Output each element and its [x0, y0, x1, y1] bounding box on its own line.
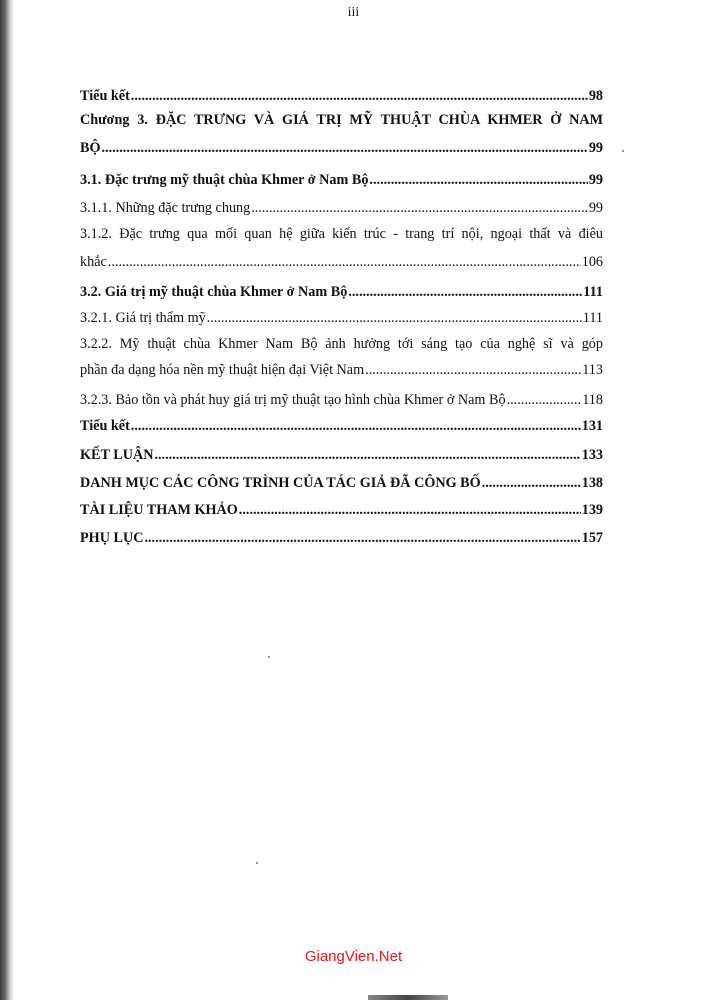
leader-dots	[365, 360, 581, 380]
toc-entry-danh-muc[interactable]	[80, 473, 603, 493]
toc-entry-page: 99	[588, 140, 603, 156]
toc-entry-title: 3.2.1. Giá trị thẩm mỹ	[80, 310, 206, 326]
leader-dots	[102, 138, 588, 158]
toc-entry-title: Tiểu kết	[80, 418, 130, 434]
toc-entry-3-1[interactable]	[80, 170, 603, 190]
toc-entry-title: TÀI LIỆU THAM KHẢO	[80, 502, 238, 518]
leader-dots	[131, 86, 588, 106]
leader-dots	[369, 170, 587, 190]
leader-dots	[108, 252, 581, 272]
scan-speck	[256, 862, 258, 864]
toc-entry-phu-luc[interactable]	[80, 528, 603, 548]
toc-entry-page: 131	[581, 418, 603, 434]
toc-entry-page: 139	[581, 502, 603, 518]
toc-entry-ket-luan[interactable]	[80, 445, 603, 465]
leader-dots	[154, 445, 580, 465]
toc-entry-title: DANH MỤC CÁC CÔNG TRÌNH CỦA TÁC GIẢ ĐÃ CÔNG BỐ	[80, 475, 481, 491]
scan-bottom-edge	[368, 995, 448, 1000]
toc-entry-page: 99	[588, 200, 603, 216]
toc-entry-3-1-2[interactable]	[80, 224, 603, 272]
toc-entry-chuong-3[interactable]	[80, 110, 603, 158]
toc-entry-3-2-3[interactable]	[80, 390, 603, 410]
toc-entry-tai-lieu[interactable]	[80, 500, 603, 520]
toc-entry-page: 157	[581, 530, 603, 546]
toc-entry-page: 106	[581, 254, 603, 270]
scan-speck	[268, 656, 270, 658]
page-number: iii	[347, 5, 360, 20]
leader-dots	[131, 416, 581, 436]
scan-speck	[622, 150, 624, 152]
leader-dots	[239, 500, 581, 520]
leader-dots	[251, 198, 588, 218]
toc-entry-title: khắc	[80, 254, 107, 270]
toc-entry-title: 3.1.1. Những đặc trưng chung	[80, 200, 251, 216]
toc-entry-title-line1: Chương 3. ĐẶC TRƯNG VÀ GIÁ TRỊ MỸ THUẬT CHÙA KHMER Ở NAM	[80, 112, 603, 128]
toc-entry-title: KẾT LUẬN	[80, 447, 154, 463]
toc-entry-page: 133	[581, 447, 603, 463]
toc-entry-3-2-1[interactable]	[80, 308, 603, 328]
watermark[interactable]: GiangVien.Net	[304, 948, 403, 965]
toc-entry-title-line1: 3.2.2. Mỹ thuật chùa Khmer Nam Bộ ảnh hưởng tới sáng tạo của nghệ sĩ và góp	[80, 336, 603, 352]
toc-entry-page: 113	[582, 362, 603, 378]
scan-edge-shadow	[0, 0, 14, 1000]
toc-entry-page: 111	[583, 284, 603, 300]
toc-entry-3-1-1[interactable]	[80, 198, 603, 218]
toc-entry-title: PHỤ LỤC	[80, 530, 144, 546]
toc-entry-title: phần đa dạng hóa nền mỹ thuật hiện đại Việt Nam	[80, 362, 365, 378]
leader-dots	[482, 473, 581, 493]
leader-dots	[144, 528, 580, 548]
toc-entry-page: 111	[582, 310, 603, 326]
toc-entry-page: 118	[582, 392, 603, 408]
toc-entry-title: 3.2. Giá trị mỹ thuật chùa Khmer ở Nam Bộ	[80, 284, 348, 300]
toc-entry-tieu-ket-2[interactable]	[80, 416, 603, 436]
leader-dots	[348, 282, 582, 302]
leader-dots	[507, 390, 582, 410]
toc-entry-page: 98	[588, 88, 603, 104]
toc-entry-3-2-2[interactable]	[80, 334, 603, 380]
toc-entry-title: 3.2.3. Bảo tồn và phát huy giá trị mỹ thuật tạo hình chùa Khmer ở Nam Bộ	[80, 392, 506, 408]
toc-entry-title: 3.1. Đặc trưng mỹ thuật chùa Khmer ở Nam Bộ	[80, 172, 369, 188]
leader-dots	[207, 308, 582, 328]
toc-entry-title-line1: 3.1.2. Đặc trưng qua mối quan hệ giữa kiến trúc - trang trí nội, ngoại thất và điêu	[80, 226, 603, 242]
toc-entry-tieu-ket-1[interactable]	[80, 86, 603, 106]
toc-entry-page: 138	[581, 475, 603, 491]
toc-entry-page: 99	[588, 172, 603, 188]
toc-entry-title: Tiểu kết	[80, 88, 130, 104]
toc-entry-title: BỘ	[80, 140, 101, 156]
toc-entry-3-2[interactable]	[80, 282, 603, 302]
